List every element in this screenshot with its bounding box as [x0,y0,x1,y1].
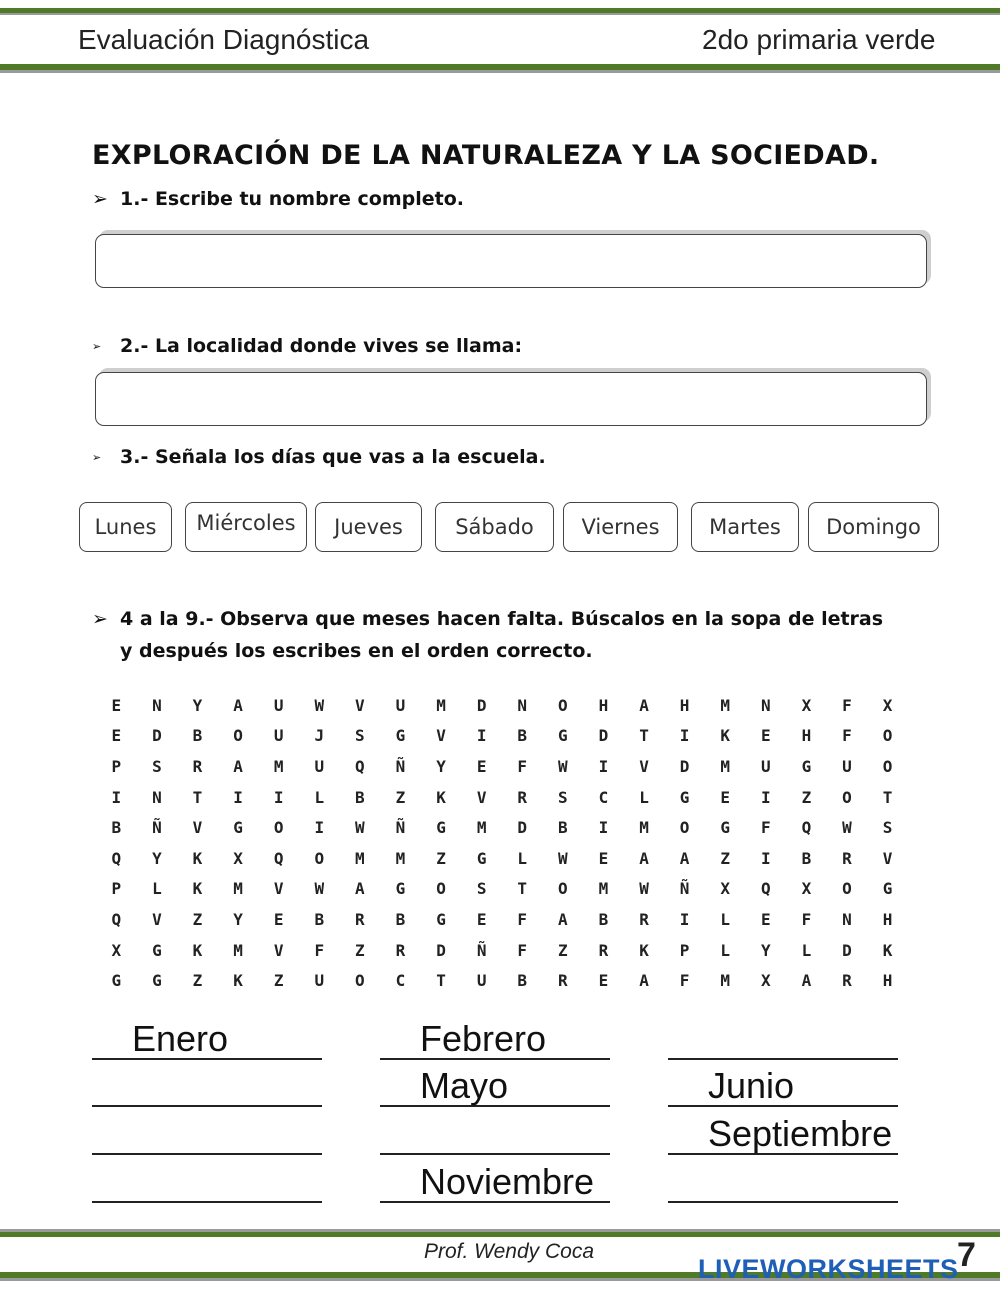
word-search-cell[interactable]: U [842,756,852,776]
word-search-cell[interactable]: E [760,726,771,746]
question-3-text: 3.- Señala los días que vas a la escuela. [120,446,546,468]
word-search-cell[interactable]: A [639,971,649,991]
name-input[interactable] [96,235,926,287]
word-search-cell[interactable]: H [801,726,812,746]
word-search-cell[interactable]: I [760,787,771,807]
word-search-cell[interactable]: J [314,726,325,746]
word-search-cell[interactable]: M [476,818,487,838]
word-search-cell[interactable]: U [760,756,771,776]
word-search-cell[interactable]: D [436,940,446,960]
word-search-row [96,874,908,905]
word-search-cell[interactable]: F [760,818,771,838]
word-search-cell[interactable]: V [882,848,893,868]
header-left-title: Evaluación Diagnóstica [78,24,370,55]
month-line-r4-c1[interactable] [92,1153,322,1203]
word-search-cell[interactable]: U [314,756,325,776]
word-search-cell[interactable]: L [801,940,812,960]
word-search-cell[interactable]: R [192,756,203,776]
word-search-cell[interactable]: I [111,787,122,807]
word-search-cell[interactable]: G [436,909,446,929]
word-search-cell[interactable]: P [111,756,122,776]
month-line-r4-c2[interactable] [380,1153,610,1203]
month-answer: Septiembre [708,1113,893,1154]
arrow-bullet-icon: ➢ [92,340,102,353]
word-search-cell[interactable]: T [517,879,528,899]
word-search-cell[interactable]: X [720,879,731,899]
word-search-cell[interactable]: G [395,879,406,899]
month-answer: Enero [132,1018,229,1059]
word-search-cell[interactable]: D [517,818,528,838]
word-search-cell[interactable]: W [842,818,852,838]
word-search-cell[interactable]: P [111,879,122,899]
word-search-cell[interactable]: Q [111,848,122,868]
word-search-cell[interactable]: T [882,787,893,807]
word-search-cell[interactable]: S [882,818,893,838]
word-search-cell[interactable]: C [395,971,406,991]
word-search-cell[interactable]: R [558,971,568,991]
word-search-cell[interactable]: Y [152,848,162,868]
question-2-text: 2.- La localidad donde vives se llama: [120,335,523,357]
word-search-cell[interactable]: O [842,787,852,807]
word-search-cell[interactable]: D [598,726,609,746]
word-search-cell[interactable]: L [152,879,162,899]
word-search-cell[interactable]: A [233,756,243,776]
question-4-9-text-line2: y después los escribes en el orden correcto. [120,640,593,662]
word-search-cell[interactable]: M [233,940,243,960]
month-line-r3-c1[interactable] [92,1105,322,1155]
word-search-cell[interactable]: L [639,787,649,807]
month-line-r2-c3[interactable] [668,1057,898,1107]
word-search-cell[interactable]: D [679,756,690,776]
word-search-cell[interactable]: O [436,879,446,899]
word-search-cell[interactable]: Z [192,909,203,929]
day-button-lunes[interactable]: Lunes [79,502,172,552]
word-search-cell[interactable]: F [314,940,325,960]
word-search-cell[interactable]: F [842,695,852,715]
word-search-cell[interactable]: B [801,848,812,868]
day-button-sabado[interactable]: Sábado [435,502,554,552]
word-search-cell[interactable]: G [111,971,122,991]
word-search-cell[interactable]: F [801,909,812,929]
word-search-cell[interactable]: Ñ [395,818,406,838]
word-search-cell[interactable]: O [882,756,893,776]
word-search-cell[interactable]: W [558,756,568,776]
word-search-cell[interactable]: A [639,848,649,868]
month-line-r3-c2[interactable] [380,1105,610,1155]
word-search-row [96,721,908,752]
word-search-cell[interactable]: L [517,848,528,868]
word-search-cell[interactable]: Y [760,940,771,960]
word-search-cell[interactable]: W [355,818,365,838]
month-line-r2-c2[interactable] [380,1057,610,1107]
day-button-viernes[interactable]: Viernes [563,502,678,552]
word-search-cell[interactable]: B [598,909,609,929]
word-search-cell[interactable]: Y [233,909,243,929]
word-search-cell[interactable]: D [842,940,852,960]
day-button-miercoles[interactable]: Miércoles [185,502,307,552]
word-search-cell[interactable]: X [233,848,243,868]
word-search-cell[interactable]: U [395,695,406,715]
word-search-cell[interactable]: H [882,909,893,929]
word-search-cell[interactable]: B [192,726,203,746]
word-search-cell[interactable]: D [476,695,487,715]
locality-answer-box[interactable] [95,372,927,426]
word-search-cell[interactable]: A [639,695,649,715]
word-search-cell[interactable]: V [273,879,284,899]
word-search-cell[interactable]: K [720,726,731,746]
month-line-r2-c1[interactable] [92,1057,322,1107]
word-search-cell[interactable]: V [152,909,162,929]
word-search-cell[interactable]: R [355,909,365,929]
word-search-cell[interactable]: M [720,695,731,715]
word-search-cell[interactable]: R [517,787,528,807]
word-search-row [96,843,908,874]
word-search-cell[interactable]: I [679,909,690,929]
word-search-cell[interactable]: Z [273,971,284,991]
month-answer: Noviembre [420,1161,595,1202]
word-search-cell[interactable]: W [639,879,649,899]
word-search-cell[interactable]: O [679,818,690,838]
word-search-cell[interactable]: M [720,971,731,991]
word-search-cell[interactable]: Ñ [679,879,690,899]
word-search-cell[interactable]: Y [436,756,446,776]
word-search-cell[interactable]: B [517,971,528,991]
month-answer: Febrero [420,1018,547,1059]
word-search-cell[interactable]: H [882,971,893,991]
question-4-9-text-line1: 4 a la 9.- Observa que meses hacen falta. Búscalos en la sopa de letras [120,608,884,630]
footer-author: Prof. Wendy Coca [424,1240,595,1263]
word-search-cell[interactable]: W [558,848,568,868]
word-search-cell[interactable]: W [314,695,325,715]
footer-band-top [0,1232,1000,1237]
word-search-cell[interactable]: B [517,726,528,746]
word-search-cell[interactable]: K [233,971,243,991]
word-search-cell[interactable]: Ñ [395,756,406,776]
word-search-row [96,782,908,813]
word-search-cell[interactable]: D [152,726,162,746]
word-search-cell[interactable]: E [273,909,284,929]
word-search-cell[interactable]: F [517,756,528,776]
word-search-cell[interactable]: S [476,879,487,899]
word-search-cell[interactable]: E [476,909,487,929]
word-search-cell[interactable]: Z [558,940,568,960]
word-search-cell[interactable]: I [598,756,609,776]
word-search-cell[interactable]: B [395,909,406,929]
word-search-row [96,965,908,996]
word-search-cell[interactable]: O [355,971,365,991]
word-search-cell[interactable]: E [598,971,609,991]
word-search-cell[interactable]: G [233,818,243,838]
word-search-cell[interactable]: Q [760,879,771,899]
month-line-r1-c2[interactable] [380,1010,610,1060]
word-search-cell[interactable]: G [436,818,446,838]
word-search-cell[interactable]: L [314,787,325,807]
word-search-cell[interactable]: R [598,940,609,960]
word-search-cell[interactable]: O [233,726,243,746]
header-band-gray-top [0,13,1000,15]
word-search-cell[interactable]: Q [111,909,122,929]
word-search-cell[interactable]: K [192,940,203,960]
question-1 [92,188,464,210]
word-search-cell[interactable]: G [679,787,690,807]
word-search-cell[interactable]: R [395,940,406,960]
word-search-cell[interactable]: M [639,818,649,838]
word-search-cell[interactable]: E [111,726,122,746]
word-search-cell[interactable]: I [273,787,284,807]
word-search-cell[interactable]: R [842,848,852,868]
liveworksheets-logo[interactable]: LIVEWORKSHEETS [698,1254,959,1284]
locality-input[interactable] [96,373,926,425]
word-search-cell[interactable]: T [436,971,446,991]
word-search-cell[interactable]: S [558,787,568,807]
word-search-cell[interactable]: G [720,818,731,838]
month-answer: Mayo [420,1065,509,1106]
word-search-cell[interactable]: I [760,848,771,868]
word-search-cell[interactable]: N [517,695,528,715]
word-search-cell[interactable]: O [558,879,568,899]
word-search-cell[interactable]: M [355,848,365,868]
word-search-row [96,751,908,782]
question-2 [92,335,522,357]
word-search-cell[interactable]: Z [436,848,446,868]
word-search-cell[interactable]: O [314,848,325,868]
word-search-cell[interactable]: K [192,848,203,868]
word-search-cell[interactable]: I [598,818,609,838]
word-search-cell[interactable]: G [801,756,812,776]
arrow-bullet-icon: ➢ [92,451,102,464]
word-search-cell[interactable]: N [842,909,852,929]
word-search-cell[interactable]: A [355,879,365,899]
month-line-r4-c3[interactable] [668,1153,898,1203]
word-search-cell[interactable]: B [111,818,122,838]
arrow-bullet-icon: ➢ [92,188,108,210]
word-search-row [96,935,908,966]
name-answer-box[interactable] [95,234,927,288]
word-search-cell[interactable]: G [882,879,893,899]
word-search-cell[interactable]: Z [355,940,365,960]
page-number: 7 [957,1236,976,1274]
day-button-domingo[interactable]: Domingo [808,502,939,552]
word-search-cell[interactable]: M [720,756,731,776]
word-search-cell[interactable]: V [476,787,487,807]
word-search-cell[interactable]: I [679,726,690,746]
word-search-cell[interactable]: S [355,726,365,746]
word-search-cell[interactable]: K [192,879,203,899]
word-search-cell[interactable]: A [558,909,568,929]
word-search-cell[interactable]: X [760,971,771,991]
word-search-cell[interactable]: T [192,787,203,807]
word-search-cell[interactable]: S [152,756,162,776]
word-search-cell[interactable]: H [598,695,609,715]
day-button-martes[interactable]: Martes [691,502,799,552]
word-search-cell[interactable]: O [558,695,568,715]
word-search-cell[interactable]: E [476,756,487,776]
word-search-cell[interactable]: G [395,726,406,746]
word-search-cell[interactable]: C [598,787,609,807]
word-search-cell[interactable]: O [842,879,852,899]
word-search-cell[interactable]: X [111,940,122,960]
word-search-cell[interactable]: Q [273,848,284,868]
word-search-cell[interactable]: U [273,726,284,746]
word-search-cell[interactable]: V [639,756,649,776]
word-search-cell[interactable]: F [517,909,528,929]
word-search-cell[interactable]: U [476,971,487,991]
word-search-cell[interactable]: O [882,726,893,746]
word-search-row [96,812,908,843]
word-search-cell[interactable]: V [192,818,203,838]
word-search-cell[interactable]: V [436,726,446,746]
word-search-cell[interactable]: E [720,787,731,807]
word-search-cell[interactable]: O [273,818,284,838]
question-1-text: 1.- Escribe tu nombre completo. [120,188,465,210]
word-search-cell[interactable]: I [233,787,243,807]
month-line-r1-c1[interactable] [92,1010,322,1060]
header-right-grade: 2do primaria verde [702,24,936,55]
word-search-cell[interactable]: X [801,695,812,715]
word-search-cell[interactable]: G [152,940,162,960]
question-4-9 [92,603,952,667]
word-search-grid[interactable] [96,690,908,996]
word-search-cell[interactable]: Y [192,695,203,715]
section-title: EXPLORACIÓN DE LA NATURALEZA Y LA SOCIEDAD. [92,140,880,171]
word-search-cell[interactable]: Ñ [152,818,162,838]
word-search-cell[interactable]: E [760,909,771,929]
word-search-cell[interactable]: K [639,940,649,960]
word-search-cell[interactable]: L [720,940,731,960]
word-search-cell[interactable]: Q [355,756,365,776]
word-search-cell[interactable]: X [882,695,893,715]
word-search-cell[interactable]: M [436,695,446,715]
word-search-cell[interactable]: Z [395,787,406,807]
word-search-row [96,904,908,935]
word-search-cell[interactable]: X [801,879,812,899]
word-search-cell[interactable]: G [152,971,162,991]
word-search-cell[interactable]: I [476,726,487,746]
word-search-cell[interactable]: U [314,971,325,991]
word-search-cell[interactable]: Z [801,787,812,807]
word-search-cell[interactable]: B [314,909,325,929]
word-search-cell[interactable]: F [842,726,852,746]
word-search-cell[interactable]: V [355,695,365,715]
word-search-cell[interactable]: B [355,787,365,807]
month-line-r1-c3[interactable] [668,1010,898,1060]
word-search-cell[interactable]: R [842,971,852,991]
word-search-cell[interactable]: B [558,818,568,838]
word-search-cell[interactable]: M [395,848,406,868]
word-search-cell[interactable]: E [111,695,122,715]
word-search-cell[interactable]: E [598,848,609,868]
word-search-cell[interactable]: Z [192,971,203,991]
word-search-cell[interactable]: Z [720,848,731,868]
word-search-cell[interactable]: P [679,940,690,960]
word-search-cell[interactable]: H [679,695,690,715]
word-search-cell[interactable]: R [639,909,649,929]
word-search-cell[interactable]: M [598,879,609,899]
word-search-cell[interactable]: W [314,879,325,899]
word-search-cell[interactable]: M [233,879,243,899]
word-search-cell[interactable]: K [436,787,446,807]
day-button-jueves[interactable]: Jueves [315,502,422,552]
word-search-cell[interactable]: N [152,695,162,715]
word-search-cell[interactable]: A [801,971,812,991]
word-search-cell[interactable]: M [273,756,284,776]
word-search-cell[interactable]: Ñ [476,940,487,960]
word-search-cell[interactable]: I [314,818,325,838]
word-search-cell[interactable]: G [476,848,487,868]
word-search-cell[interactable]: F [679,971,690,991]
word-search-cell[interactable]: Q [801,818,812,838]
month-line-r3-c3[interactable] [668,1105,898,1155]
question-3 [92,446,546,468]
word-search-cell[interactable]: A [233,695,243,715]
word-search-cell[interactable]: K [882,940,893,960]
word-search-cell[interactable]: N [152,787,162,807]
word-search-cell[interactable]: G [558,726,568,746]
word-search-cell[interactable]: L [720,909,731,929]
word-search-cell[interactable]: U [273,695,284,715]
word-search-cell[interactable]: V [273,940,284,960]
word-search-cell[interactable]: T [639,726,649,746]
word-search-row [96,690,908,721]
header-band-gray-bottom [0,70,1000,73]
month-answer: Junio [708,1065,795,1106]
word-search-cell[interactable]: F [517,940,528,960]
arrow-bullet-icon: ➢ [92,608,108,630]
word-search-cell[interactable]: A [679,848,690,868]
word-search-cell[interactable]: N [760,695,771,715]
